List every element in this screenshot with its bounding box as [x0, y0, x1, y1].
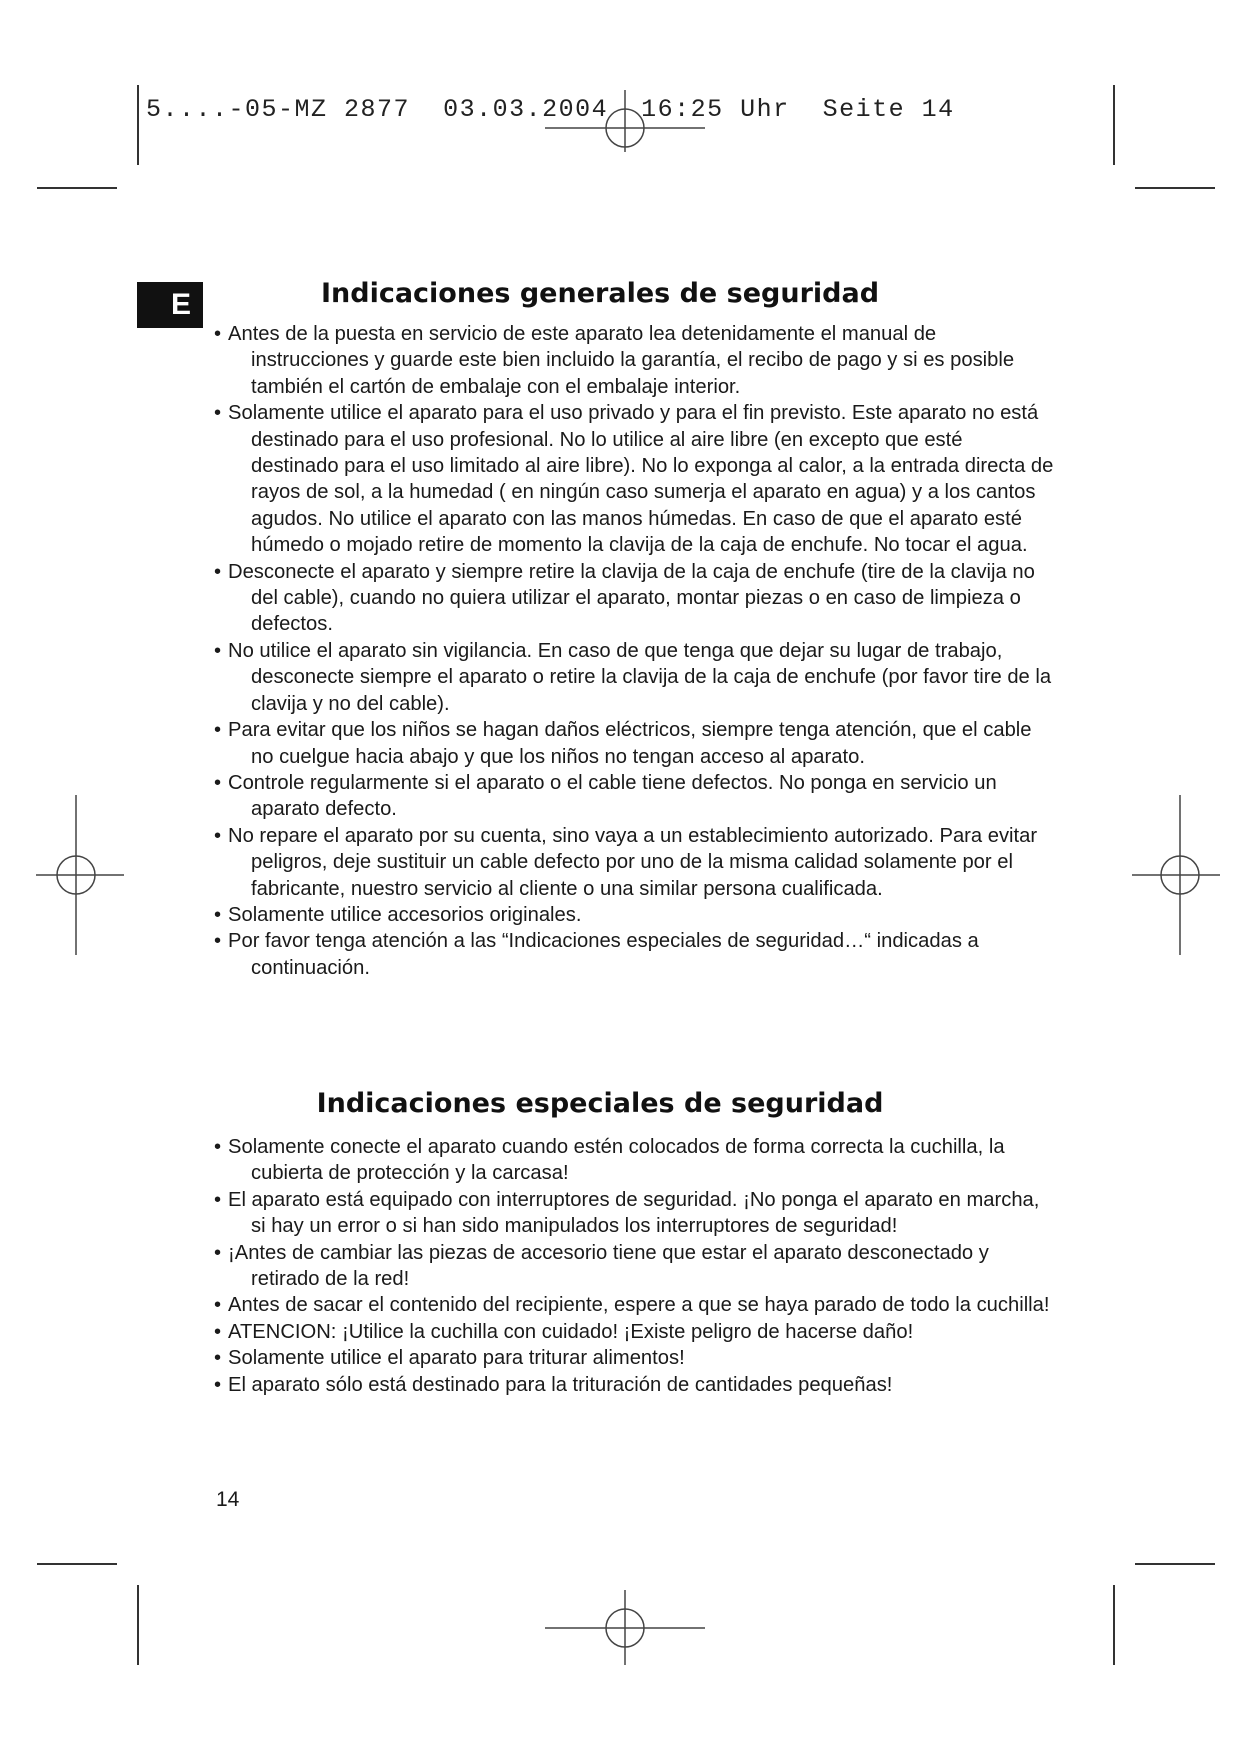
list-item: • Antes de la puesta en servicio de este aparato lea detenidamente el manual de instrucciones y guarde este bien incluido la garantía, el recibo de pago y si es posible también el cartón de embalaje con el embalaje interior.	[214, 321, 1054, 400]
list-item: • ¡Antes de cambiar las piezas de accesorio tiene que estar el aparato desconectado y retirado de la red!	[214, 1240, 1054, 1293]
list-item: • Para evitar que los niños se hagan daños eléctricos, siempre tenga atención, que el cable no cuelgue hacia abajo y que los niños no tengan acceso al aparato.	[214, 717, 1054, 770]
general-safety-list	[214, 321, 1054, 981]
special-safety-title: Indicaciones especiales de seguridad	[316, 1088, 884, 1119]
list-item: • No repare el aparato por su cuenta, sino vaya a un establecimiento autorizado. Para evitar peligros, deje sustituir un cable defecto por uno de la misma calidad solamente por el fabricante, nuestro servicio al cliente o una similar persona cualificada.	[214, 823, 1054, 902]
registration-mark-icon	[545, 1590, 705, 1665]
print-job-id: 5....-05-MZ 2877	[146, 95, 411, 124]
crop-mark	[1135, 1563, 1215, 1565]
list-item: • Solamente utilice el aparato para el uso privado y para el fin previsto. Este aparato no está destinado para el uso profesional. No lo utilice al aire libre (en excepto que esté destinado para el uso limitado al aire libre). No lo exponga al calor, a la entrada directa de rayos de sol, a la humedad ( en ningún caso sumerja el aparato en agua) y a los cantos agudos. No utilice el aparato con las manos húmedas. En caso de que el aparato esté húmedo o mojado retire de momento la clavija de la caja de enchufe. No tocar el agua.	[214, 400, 1054, 558]
crop-mark	[137, 85, 139, 165]
general-safety-title: Indicaciones generales de seguridad	[320, 278, 880, 309]
registration-mark-icon	[545, 90, 705, 190]
language-tab: E	[137, 282, 203, 328]
list-item: • ATENCION: ¡Utilice la cuchilla con cuidado! ¡Existe peligro de hacerse daño!	[214, 1319, 1054, 1345]
print-time: 16:25 Uhr	[641, 95, 790, 124]
registration-mark-icon	[1132, 795, 1220, 955]
crop-mark	[37, 187, 117, 189]
crop-mark	[1113, 1585, 1115, 1665]
crop-mark	[37, 1563, 117, 1565]
list-item: • Solamente utilice accesorios originales.	[214, 902, 1054, 928]
list-item: • El aparato sólo está destinado para la trituración de cantidades pequeñas!	[214, 1372, 1054, 1398]
list-item: • Desconecte el aparato y siempre retire la clavija de la caja de enchufe (tire de la clavija no del cable), cuando no quiera utilizar el aparato, montar piezas o en caso de limpieza o defectos.	[214, 559, 1054, 638]
list-item: • Controle regularmente si el aparato o el cable tiene defectos. No ponga en servicio un aparato defecto.	[214, 770, 1054, 823]
crop-mark	[1135, 187, 1215, 189]
list-item: • Antes de sacar el contenido del recipiente, espere a que se haya parado de todo la cuchilla!	[214, 1292, 1054, 1318]
list-item: • Solamente utilice el aparato para triturar alimentos!	[214, 1345, 1054, 1371]
list-item: • Por favor tenga atención a las “Indicaciones especiales de seguridad…“ indicadas a continuación.	[214, 928, 1054, 981]
crop-mark	[1113, 85, 1115, 165]
list-item: • No utilice el aparato sin vigilancia. En caso de que tenga que dejar su lugar de trabajo, desconecte siempre el aparato o retire la clavija de la caja de enchufe (por favor tire de la clavija y no del cable).	[214, 638, 1054, 717]
crop-mark	[137, 1585, 139, 1665]
special-safety-list	[214, 1134, 1054, 1398]
list-item: • El aparato está equipado con interruptores de seguridad. ¡No ponga el aparato en marcha, si hay un error o si han sido manipulados los interruptores de seguridad!	[214, 1187, 1054, 1240]
registration-mark-icon	[36, 795, 124, 955]
print-page-label: Seite 14	[822, 95, 955, 124]
page-number: 14	[216, 1488, 240, 1511]
print-date: 03.03.2004	[443, 95, 609, 124]
list-item: • Solamente conecte el aparato cuando estén colocados de forma correcta la cuchilla, la cubierta de protección y la carcasa!	[214, 1134, 1054, 1187]
